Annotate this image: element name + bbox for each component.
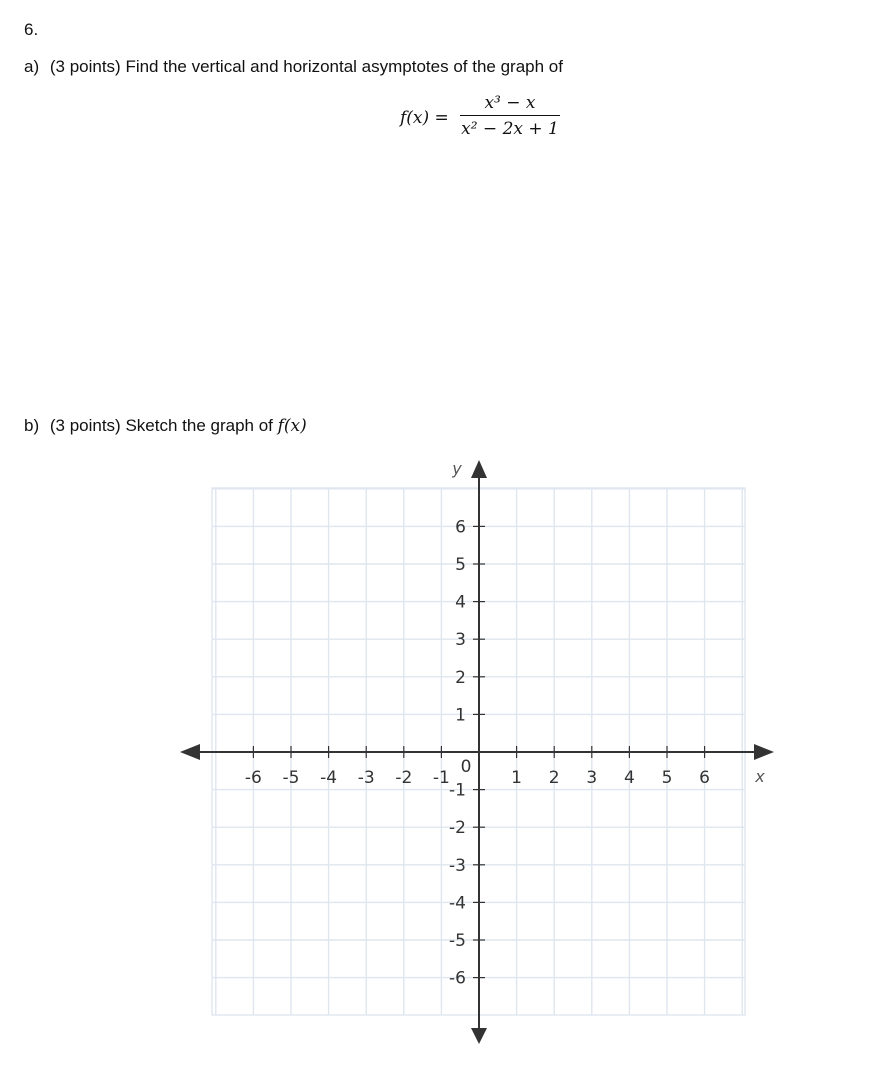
part-a-label: a) (24, 57, 40, 76)
x-tick-label: 3 (586, 768, 598, 788)
x-tick-label: -6 (244, 768, 262, 788)
y-tick-label: -2 (449, 818, 466, 839)
y-tick-label: 6 (455, 517, 466, 538)
x-tick-label: -2 (395, 768, 413, 788)
part-a-text: (3 points) Find the vertical and horizontal asymptotes of the graph of (49, 57, 563, 76)
x-axis-left-arrow (180, 744, 200, 760)
x-tick-label: 4 (623, 768, 635, 788)
x-tick-label: -4 (320, 768, 338, 788)
x-tick-label: -5 (282, 768, 300, 788)
y-axis-up-arrow (471, 460, 487, 478)
x-tick-label: 5 (661, 768, 673, 788)
y-tick-label: 4 (455, 592, 466, 613)
part-b-text: (3 points) Sketch the graph of (49, 416, 273, 435)
y-tick-label: 2 (455, 667, 466, 688)
y-tick-label: -5 (449, 931, 466, 951)
y-tick-label: -3 (449, 855, 466, 876)
part-b-label: b) (24, 416, 40, 435)
part-b-math: f(x) (277, 416, 307, 436)
formula-numerator: x³ − x (484, 93, 536, 113)
y-tick-label: 5 (455, 555, 466, 575)
x-tick-label: 6 (699, 768, 711, 788)
x-axis-right-arrow (754, 744, 774, 760)
x-tick-label: -3 (357, 768, 375, 788)
y-tick-label: 1 (455, 705, 466, 726)
y-tick-label: -6 (449, 968, 466, 989)
y-axis-down-arrow (471, 1028, 487, 1044)
x-tick-label: -1 (432, 768, 450, 788)
formula-denominator: x² − 2x + 1 (461, 119, 559, 139)
x-tick-label: 1 (511, 768, 523, 788)
question-number: 6. (24, 20, 39, 39)
y-axis-label: y (452, 459, 462, 478)
origin-label: 0 (460, 757, 472, 777)
y-tick-label: -4 (449, 893, 466, 914)
y-tick-label: -1 (449, 780, 466, 801)
y-tick-label: 3 (455, 630, 466, 651)
formula-lhs: f(x) = (400, 108, 449, 128)
x-tick-label: 2 (548, 768, 560, 788)
x-axis-label: x (755, 767, 765, 786)
